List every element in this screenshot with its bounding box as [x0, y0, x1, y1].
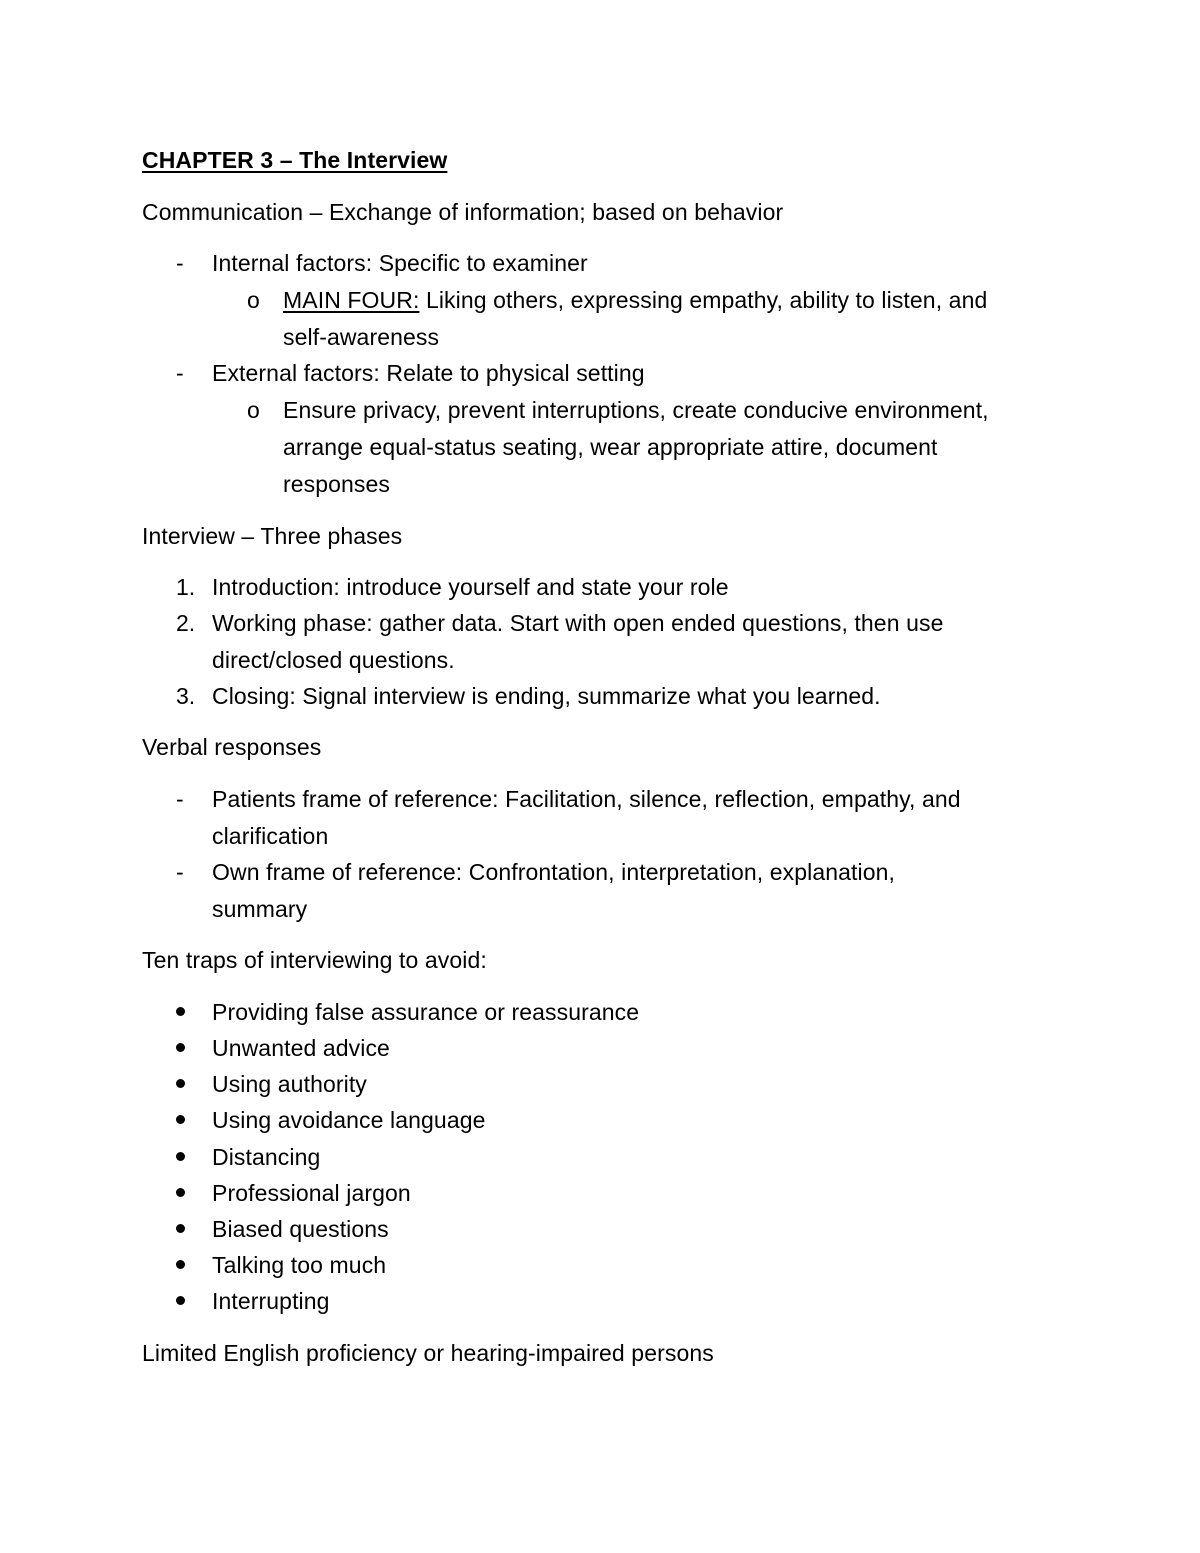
bullet-icon [176, 1007, 185, 1016]
circle-marker: o [247, 287, 260, 313]
bullet-icon [176, 1296, 185, 1305]
traps-heading: Ten traps of interviewing to avoid: [142, 947, 487, 973]
document-title: CHAPTER 3 – The Interview [142, 147, 448, 173]
external-subitem-line2: arrange equal-status seating, wear appropriate attire, document [283, 434, 938, 460]
bullet-icon [176, 1079, 185, 1088]
dash-marker: - [176, 859, 184, 885]
dash-marker: - [176, 250, 184, 276]
patients-frame-item: Patients frame of reference: Facilitation, silence, reflection, empathy, and [212, 786, 961, 812]
limited-english-heading: Limited English proficiency or hearing-impaired persons [142, 1340, 714, 1366]
main-four-continuation: self-awareness [283, 324, 440, 350]
step-number: 1. [176, 574, 196, 600]
trap-item: Biased questions [212, 1216, 389, 1242]
trap-item: Interrupting [212, 1288, 330, 1314]
interview-heading: Interview – Three phases [142, 523, 403, 549]
step-number: 3. [176, 683, 196, 709]
external-subitem-line1: Ensure privacy, prevent interruptions, create conducive environment, [283, 397, 989, 423]
trap-item: Talking too much [212, 1252, 387, 1278]
verbal-heading: Verbal responses [142, 734, 322, 760]
trap-item: Using avoidance language [212, 1107, 486, 1133]
internal-factors-item: Internal factors: Specific to examiner [212, 250, 588, 276]
circle-marker: o [247, 397, 260, 423]
patients-frame-continuation: clarification [212, 823, 329, 849]
external-factors-item: External factors: Relate to physical setting [212, 360, 645, 386]
own-frame-item: Own frame of reference: Confrontation, interpretation, explanation, [212, 859, 896, 885]
dash-marker: - [176, 786, 184, 812]
main-four-line [283, 285, 987, 315]
trap-item: Providing false assurance or reassurance [212, 999, 640, 1025]
trap-item: Unwanted advice [212, 1035, 390, 1061]
step-introduction: Introduction: introduce yourself and state your role [212, 574, 729, 600]
step-working-phase-continuation: direct/closed questions. [212, 647, 455, 673]
external-subitem-line3: responses [283, 471, 391, 497]
own-frame-continuation: summary [212, 896, 308, 922]
step-number: 2. [176, 610, 196, 636]
step-working-phase: Working phase: gather data. Start with open ended questions, then use [212, 610, 944, 636]
bullet-icon [176, 1043, 185, 1052]
communication-heading: Communication – Exchange of information; based on behavior [142, 199, 784, 225]
main-four-label: MAIN FOUR: [283, 287, 420, 313]
bullet-icon [176, 1115, 185, 1124]
bullet-icon [176, 1260, 185, 1269]
bullet-icon [176, 1188, 185, 1197]
bullet-icon [176, 1224, 185, 1233]
trap-item: Professional jargon [212, 1180, 411, 1206]
trap-item: Using authority [212, 1071, 367, 1097]
step-closing: Closing: Signal interview is ending, summarize what you learned. [212, 683, 881, 709]
dash-marker: - [176, 360, 184, 386]
bullet-icon [176, 1152, 185, 1161]
main-four-text: Liking others, expressing empathy, ability to listen, and [419, 287, 988, 313]
trap-item: Distancing [212, 1144, 321, 1170]
